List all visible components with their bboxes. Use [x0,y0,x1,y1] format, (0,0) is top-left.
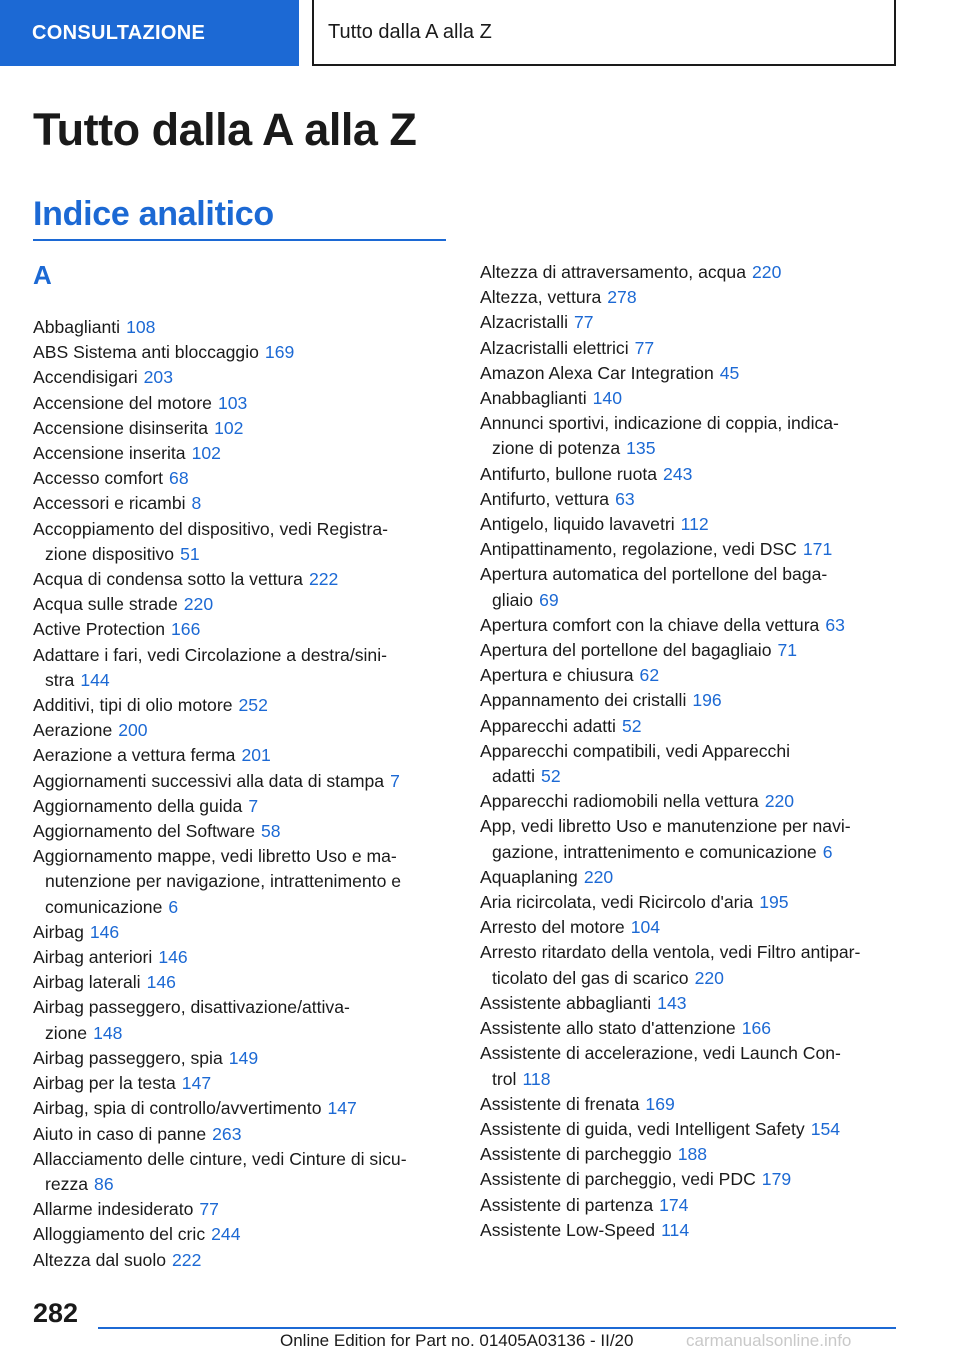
page-reference-link[interactable]: 220 [694,967,724,988]
page-reference-link[interactable]: 146 [146,972,176,993]
index-entry-text: App, vedi libretto Uso e manutenzione per navi- [480,816,851,837]
page-reference-link[interactable]: 243 [663,463,693,484]
index-entry-text: Aquaplaning [480,866,578,887]
index-entry-text: Accesso comfort [33,468,164,489]
index-entry-text: Accessori e ricambi [33,493,186,514]
index-entry-text: Antifurto, bullone ruota [480,463,658,484]
section-divider [33,239,446,241]
index-entry-text: Assistente di guida, vedi Intelligent Safety [480,1118,805,1139]
index-entry [33,1046,448,1071]
page-reference-link[interactable]: 169 [645,1093,675,1114]
index-entry-text: Assistente di frenata [480,1093,640,1114]
index-entry-text: Aerazione a vettura ferma [33,745,236,766]
index-entry-text: trol [492,1068,517,1089]
index-entry [480,537,900,562]
index-entry [480,613,900,638]
index-entry [480,714,900,739]
index-entry-text: Assistente di parcheggio [480,1144,672,1165]
index-entry-text: Accensione inserita [33,443,186,464]
index-entry-text: Aiuto in caso di panne [33,1123,207,1144]
index-entry [33,743,448,768]
index-entry [33,617,448,642]
index-entry-text: Arresto del motore [480,917,625,938]
index-entry [33,844,448,920]
index-entry-text: Accensione disinserita [33,417,209,438]
page-reference-link[interactable]: 7 [390,770,400,791]
index-entry-text: Apertura e chiusura [480,665,634,686]
index-entry [33,441,448,466]
index-entry-text: Acqua di condensa sotto la vettura [33,569,303,590]
index-entry [480,940,900,990]
page-reference-link[interactable]: 135 [626,438,656,459]
page-reference-link[interactable]: 71 [777,640,798,661]
index-entry [33,970,448,995]
index-entry [33,416,448,441]
index-entry-text: comunicazione [45,896,163,917]
index-entry-text: Aggiornamenti successivi alla data di stampa [33,770,385,791]
index-entry [33,995,448,1045]
index-entry-text: gazione, intrattenimento e comunicazione [492,841,817,862]
index-entry-text: Assistente abbaglianti [480,992,652,1013]
index-entry-text: Allacciamento delle cinture, vedi Cinture di sicu- [33,1148,407,1169]
page-reference-link[interactable]: 140 [592,388,622,409]
page-reference-link[interactable]: 77 [574,312,594,333]
index-entry [33,643,448,693]
index-entry [33,819,448,844]
page-reference-link[interactable]: 6 [822,841,833,862]
index-entry-text: gliaio [492,589,534,610]
index-entry [480,1016,900,1041]
index-entry-text: Assistente di parcheggio, vedi PDC [480,1169,756,1190]
index-column-right [480,260,900,1243]
page-reference-link[interactable]: 112 [680,514,709,535]
index-entry [33,315,448,340]
index-entry [480,789,900,814]
index-entry [33,567,448,592]
index-entry-text: ticolato del gas di scarico [492,967,689,988]
index-entry-text: Apertura automatica del portellone del baga- [480,564,828,585]
index-entry-text: zione [45,1022,88,1043]
index-entry-text: Airbag per la testa [33,1073,176,1094]
page-reference-link[interactable]: 102 [214,417,244,438]
page-reference-link[interactable]: 263 [212,1123,242,1144]
index-entry-text: Alzacristalli elettrici [480,337,629,358]
index-entry-text: Altezza di attraversamento, acqua [480,262,747,282]
index-entry [480,663,900,688]
index-entry-text: Alzacristalli [480,312,568,333]
index-entry-text: Aggiornamento del Software [33,821,256,842]
index-entry-text: Acqua sulle strade [33,594,178,615]
index-entry [480,562,900,612]
page-reference-link[interactable]: 169 [264,342,295,363]
page-reference-link[interactable]: 6 [168,896,179,917]
page-reference-link[interactable]: 146 [158,947,188,968]
index-entry [480,814,900,864]
index-entry-text: Airbag anteriori [33,947,153,968]
page-reference-link[interactable]: 77 [634,337,655,358]
page-reference-link[interactable]: 195 [759,892,789,913]
page-reference-link[interactable]: 62 [639,665,660,686]
page-reference-link[interactable]: 69 [539,589,559,610]
index-entry [33,1222,448,1247]
index-entry-text: Annunci sportivi, indicazione di coppia, indica- [480,413,839,434]
page-reference-link[interactable]: 104 [630,917,661,938]
page-reference-link[interactable]: 147 [181,1073,212,1094]
page-reference-link[interactable]: 148 [93,1022,123,1043]
index-entry-text: Additivi, tipi di olio motore [33,695,233,716]
index-entry-text: Aria ricircolata, vedi Ricircolo d'aria [480,892,754,913]
index-entry [480,411,900,461]
page-reference-link[interactable]: 174 [659,1194,689,1215]
page-reference-link[interactable]: 201 [241,745,271,766]
index-entry [33,592,448,617]
index-entry-text: Appannamento dei cristalli [480,690,687,711]
index-entry-text: Airbag [33,921,84,942]
index-entry [480,739,900,789]
page-reference-link[interactable]: 188 [677,1144,708,1165]
index-entry [480,865,900,890]
index-entry [480,1167,900,1192]
index-entry-text: Assistente Low-Speed [480,1219,656,1240]
index-entry-text: Amazon Alexa Car Integration [480,362,714,383]
watermark: carmanualsonline.info [686,1331,852,1350]
index-entry [480,991,900,1016]
page-reference-link[interactable]: 68 [169,468,189,489]
page-reference-link[interactable]: 200 [118,720,148,741]
index-entry-text: Altezza dal suolo [33,1249,167,1270]
index-entry [480,688,900,713]
index-entry [33,517,448,567]
page-reference-link[interactable]: 63 [615,488,635,509]
page-reference-link[interactable]: 63 [825,614,845,635]
index-entry-text: Airbag, spia di controllo/avvertimento [33,1098,322,1119]
page-reference-link[interactable]: 77 [199,1199,219,1220]
page-number: 282 [33,1298,79,1328]
index-entry-text: Assistente di accelerazione, vedi Launch Con- [480,1043,841,1064]
index-entry [480,1193,900,1218]
index-entry [480,487,900,512]
index-entry [33,1122,448,1147]
index-entry [480,310,900,335]
index-entry [33,466,448,491]
page-reference-link[interactable]: 171 [802,539,833,560]
index-entry-text: Apparecchi adatti [480,715,616,736]
index-entry [480,1117,900,1142]
index-entry-text: Airbag passeggero, spia [33,1047,223,1068]
index-entry [33,769,448,794]
index-entry-text: ABS Sistema anti bloccaggio [33,342,259,363]
index-entry-text: Accoppiamento del dispositivo, vedi Registra- [33,518,388,539]
page-reference-link[interactable]: 220 [764,791,795,812]
page-reference-link[interactable]: 118 [522,1068,551,1089]
page-reference-link[interactable]: 52 [541,766,561,787]
page-reference-link[interactable]: 166 [741,1018,772,1039]
index-entry [480,1041,900,1091]
page-reference-link[interactable]: 146 [89,921,120,942]
index-entry-text: Antigelo, liquido lavavetri [480,514,675,535]
page-reference-link[interactable]: 154 [810,1118,841,1139]
index-entry-text: Altezza, vettura [480,287,602,308]
index-entry [480,462,900,487]
page-reference-link[interactable]: 102 [191,443,221,464]
index-entry-text: Adattare i fari, vedi Circolazione a destra/sini- [33,644,387,665]
index-entry-text: Anabbaglianti [480,388,587,409]
index-entry [33,1096,448,1121]
page-reference-link[interactable]: 222 [172,1249,202,1270]
page-reference-link[interactable]: 252 [238,695,268,716]
page-reference-link[interactable]: 220 [183,594,214,615]
footer-divider [98,1327,896,1329]
index-entry [33,945,448,970]
index-entry-text: Abbaglianti [33,317,121,337]
index-entry [480,336,900,361]
page-reference-link[interactable]: 51 [180,543,200,564]
page-reference-link[interactable]: 52 [621,715,642,736]
page-reference-link[interactable]: 166 [171,619,201,640]
index-entry [480,260,900,285]
page-reference-link[interactable]: 203 [143,367,173,388]
page-reference-link[interactable]: 108 [126,317,156,337]
index-entry-text: Allarme indesiderato [33,1199,194,1220]
index-entry-text: rezza [45,1173,89,1194]
index-entry [480,638,900,663]
page-reference-link[interactable]: 244 [211,1224,241,1245]
page-header [0,0,960,66]
index-letter-heading: A [33,260,52,290]
index-entry [480,1142,900,1167]
index-entry-text: Aerazione [33,720,113,741]
index-entry [480,386,900,411]
index-entry-text: Assistente allo stato d'attenzione [480,1018,736,1039]
index-entry [480,1218,900,1243]
page-title: Tutto dalla A alla Z [33,104,417,155]
index-entry-text: zione dispositivo [45,543,175,564]
section-tab: CONSULTAZIONE [0,0,299,66]
page-reference-link[interactable]: 8 [191,493,202,514]
index-entry [33,920,448,945]
index-entry [33,718,448,743]
index-entry-text: Apparecchi compatibili, vedi Apparecchi [480,740,791,761]
index-entry [480,285,900,310]
page-reference-link[interactable]: 103 [217,392,248,413]
page-reference-link[interactable]: 143 [657,992,687,1013]
page-reference-link[interactable]: 220 [752,262,782,282]
index-entry [480,915,900,940]
index-entry [480,361,900,386]
page-reference-link[interactable]: 278 [607,287,637,308]
index-entry-text: Apparecchi radiomobili nella vettura [480,791,759,812]
index-entry [480,512,900,537]
page-reference-link[interactable]: 58 [261,821,281,842]
page-reference-link[interactable]: 45 [719,362,740,383]
index-entry [33,340,448,365]
index-entry [33,794,448,819]
page-reference-link[interactable]: 147 [327,1098,357,1119]
index-entry-text: adatti [492,766,536,787]
edition-text: Online Edition for Part no. 01405A03136 - II/20 [280,1331,634,1350]
index-entry-text: Accensione del motore [33,392,212,413]
page-reference-link[interactable]: 7 [248,795,259,816]
index-entry-text: Assistente di partenza [480,1194,654,1215]
index-entry [33,1248,448,1273]
index-entry-text: Apertura del portellone del bagagliaio [480,640,772,661]
index-entry [33,1197,448,1222]
index-entry-text: Apertura comfort con la chiave della vettura [480,614,820,635]
index-entry [33,365,448,390]
section-title: Indice analitico [33,195,274,233]
index-entry [33,693,448,718]
index-column-left [33,315,448,1273]
page-reference-link[interactable]: 86 [94,1173,114,1194]
index-entry-text: Antipattinamento, regolazione, vedi DSC [480,539,797,560]
index-entry [33,391,448,416]
page-reference-link[interactable]: 144 [80,669,110,690]
index-entry-text: Accendisigari [33,367,138,388]
index-entry-text: Alloggiamento del cric [33,1224,206,1245]
index-entry [33,1147,448,1197]
chapter-title-box: Tutto dalla A alla Z [312,0,896,66]
page-reference-link[interactable]: 222 [308,569,339,590]
index-entry-text: Airbag laterali [33,972,141,993]
index-entry-text: Arresto ritardato della ventola, vedi Filtro antipar- [480,942,861,963]
index-entry-text: stra [45,669,75,690]
index-entry [33,1071,448,1096]
index-entry-text: Active Protection [33,619,166,640]
index-entry [480,890,900,915]
page-reference-link[interactable]: 196 [692,690,722,711]
index-entry-text: Airbag passeggero, disattivazione/attiva- [33,997,350,1018]
index-entry [33,491,448,516]
page-reference-link[interactable]: 220 [583,866,614,887]
index-entry-text: Antifurto, vettura [480,488,610,509]
page-reference-link[interactable]: 149 [228,1047,259,1068]
index-entry [480,1092,900,1117]
index-entry-text: Aggiornamento della guida [33,795,243,816]
page-reference-link[interactable]: 179 [761,1169,792,1190]
index-entry-text: nutenzione per navigazione, intrattenimento e [45,871,402,892]
index-entry-text: Aggiornamento mappe, vedi libretto Uso e ma- [33,846,397,867]
page-reference-link[interactable]: 114 [661,1219,690,1240]
index-entry-text: zione di potenza [492,438,621,459]
